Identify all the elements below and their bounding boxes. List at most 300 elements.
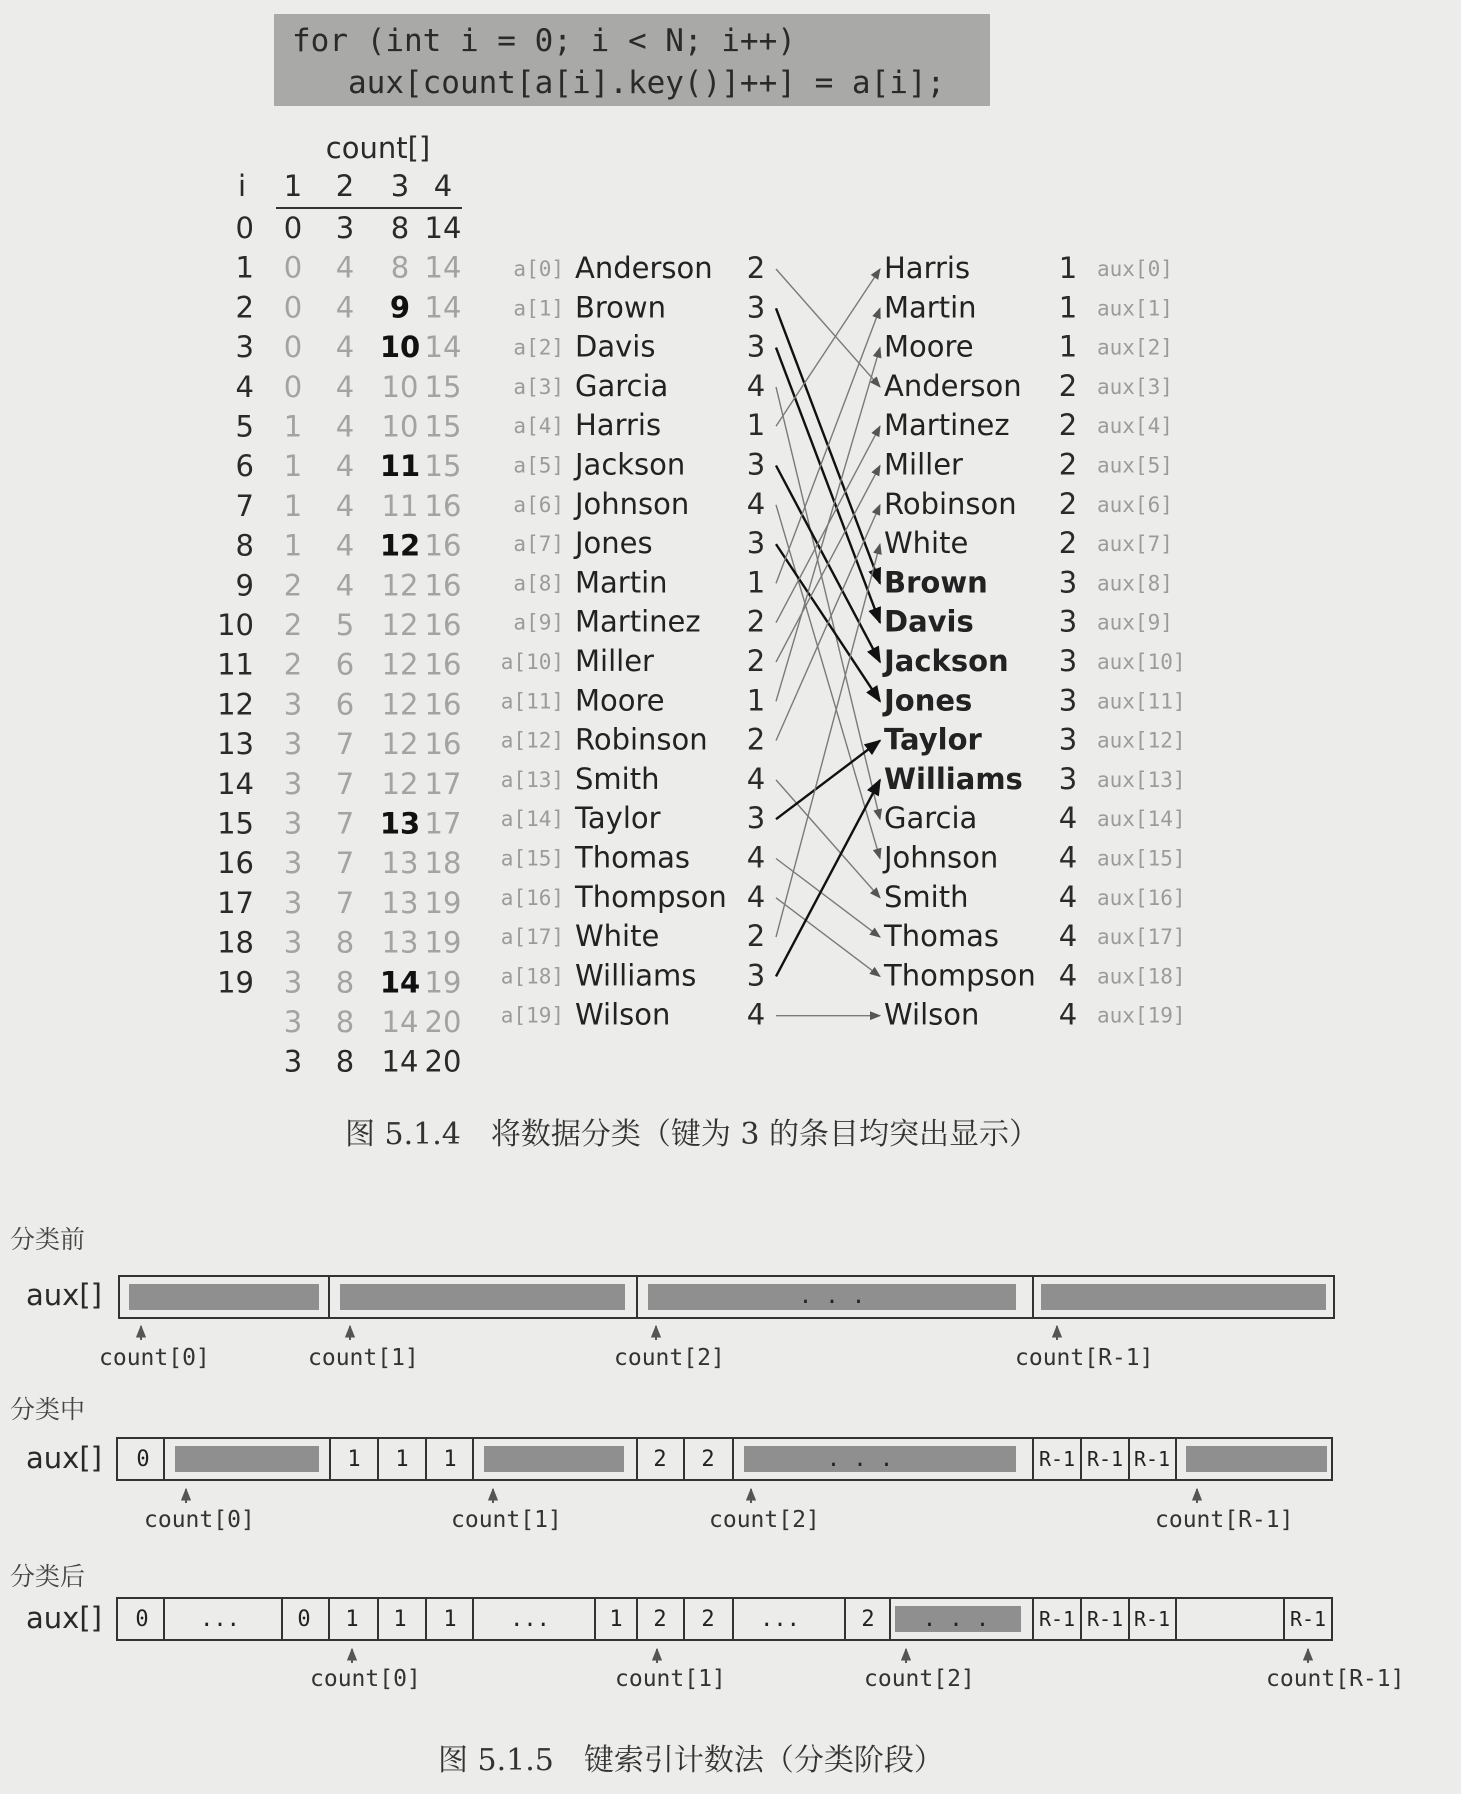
pointer-label: count[1] [615,1666,726,1692]
output-key: 3 [1058,604,1078,639]
count-cell: 1 [283,528,303,563]
output-name: Miller [884,447,963,482]
count-cell: 14 [379,965,421,1000]
output-index: aux[2] [1097,335,1173,360]
count-cell: 10 [381,369,419,404]
count-cell: 4 [335,330,355,365]
cell-value: 1 [443,1447,457,1472]
output-name: Thompson [884,958,1036,993]
count-col-header: 1 [283,169,303,203]
count-cell: 4 [335,409,355,444]
output-index: aux[10] [1097,650,1186,674]
count-cell: 20 [424,1044,462,1079]
input-index: a[4] [513,414,564,439]
count-cell: 16 [424,528,462,563]
output-key: 2 [1058,368,1078,403]
input-key: 2 [746,722,766,757]
pointer-label: count[R-1] [1266,1666,1405,1692]
input-key: 2 [746,251,766,285]
input-name: Martinez [575,604,701,639]
count-row-index: 5 [235,409,254,444]
count-cell: 16 [424,727,462,762]
count-cell: 3 [283,766,303,801]
count-cell: 4 [335,290,355,325]
input-name: Jackson [575,447,686,482]
pointer-label: count[0] [99,1345,210,1371]
count-cell: 13 [381,925,419,960]
code-line-1: for (int i = 0; i < N; i++) [292,23,796,59]
output-name: Harris [884,251,971,285]
before-gray-block [129,1284,319,1310]
count-cell: 4 [335,449,355,484]
input-key: 3 [746,290,766,325]
cell-value: 1 [345,1607,359,1632]
count-cell: 16 [424,568,462,603]
count-cell: 19 [424,925,462,960]
count-cell: 9 [389,290,411,325]
cell-value: ... [510,1607,550,1632]
cell-value: 0 [136,1447,150,1472]
before-dots: . . . [798,1284,866,1309]
output-index: aux[12] [1097,728,1186,753]
count-cell: 12 [381,687,419,722]
count-row-index: 6 [235,449,254,484]
count-cell: 14 [424,250,462,285]
cell-value: 2 [701,1447,715,1472]
figure2-caption: 图 5.1.5 键索引计数法（分类阶段） [438,1743,944,1778]
output-name: Davis [884,604,974,639]
count-cell: 0 [283,290,303,325]
count-cell: 12 [381,568,419,603]
cell-value: R-1 [1086,1607,1124,1631]
output-key: 1 [1058,251,1078,285]
count-cell: 12 [381,727,419,762]
pointer-label: count[0] [310,1666,421,1692]
count-col-header: 4 [433,169,453,203]
output-index: aux[0] [1097,257,1173,281]
pointer-label: count[2] [709,1507,820,1533]
input-key: 2 [746,919,766,954]
cell-value: . . . [922,1607,990,1632]
output-key: 2 [1058,526,1078,561]
input-index: a[16] [500,885,564,910]
output-index: aux[3] [1097,374,1173,399]
input-index: a[10] [500,650,564,674]
cell-value: R-1 [1038,1607,1076,1631]
input-name: Wilson [575,997,671,1032]
after-panel [10,1562,1404,1692]
output-name: Williams [884,761,1023,796]
cell-value: 0 [297,1607,311,1632]
count-cell: 4 [335,488,355,523]
count-cell: 14 [381,1044,419,1079]
input-key: 3 [746,526,766,561]
input-key: 4 [746,368,766,403]
count-cell: 2 [283,608,303,642]
output-key: 4 [1058,958,1078,993]
input-key: 3 [746,958,766,993]
count-cell: 14 [424,290,462,325]
input-name: Davis [575,329,656,364]
cell-value: 1 [609,1607,623,1632]
count-cell: 8 [335,965,355,1000]
output-key: 4 [1058,997,1078,1032]
count-col-header: 3 [390,169,410,203]
output-key: 1 [1058,329,1078,364]
count-cell: 3 [283,806,303,841]
input-name: Thompson [575,879,727,914]
pointer-label: count[0] [144,1507,255,1533]
input-index: a[0] [513,257,564,281]
output-key: 3 [1058,644,1078,678]
input-index: a[8] [513,571,564,596]
count-cell: 16 [424,488,462,523]
count-cell: 4 [335,528,355,563]
output-key: 4 [1058,879,1078,914]
count-cell: 3 [283,846,303,881]
count-cell: 12 [381,608,419,642]
count-cell: 11 [379,449,421,484]
input-index: a[19] [500,1003,564,1028]
count-row-index: 1 [235,250,254,285]
output-name: Garcia [884,801,978,836]
mapping-arrow [776,348,880,702]
input-index: a[17] [500,925,564,950]
cell-value: 1 [347,1447,361,1472]
input-key: 2 [746,604,766,639]
output-name: Robinson [884,486,1017,521]
output-key: 2 [1058,486,1078,521]
output-array [882,251,1186,1032]
input-name: Miller [575,644,654,678]
count-cell: 7 [335,885,355,920]
mapping-arrow [776,859,880,938]
input-name: Williams [575,958,697,993]
input-index: a[9] [513,610,564,635]
count-row-index: 18 [217,925,254,960]
count-cell: 15 [424,449,462,484]
output-key: 3 [1058,683,1078,718]
input-index: a[11] [500,689,564,714]
input-name: White [575,919,660,954]
before-pointers [99,1326,1153,1371]
output-name: Taylor [884,722,982,757]
count-cell: 0 [283,369,303,404]
count-cell: 15 [424,409,462,444]
count-cell: 5 [335,608,355,642]
code-line-2: aux[count[a[i].key()]++] = a[i]; [292,65,946,101]
count-cell: 3 [283,925,303,960]
input-key: 2 [746,644,766,678]
count-cell: 12 [379,528,421,563]
count-cell: 8 [335,1044,355,1079]
input-key: 4 [746,840,766,875]
pointer-label: count[R-1] [1155,1507,1294,1533]
count-cell: 19 [424,965,462,1000]
count-cell: 13 [381,846,419,881]
count-cell: 17 [424,766,462,801]
pointer-label: count[1] [451,1507,562,1533]
cell-value: R-1 [1289,1607,1327,1631]
output-index: aux[13] [1097,767,1186,792]
input-key: 4 [746,761,766,796]
count-cell: 15 [424,369,462,404]
count-row-index: 4 [235,369,254,404]
output-key: 4 [1058,919,1078,954]
count-col-headers [284,169,452,203]
input-index: a[1] [513,296,564,321]
input-name: Smith [575,761,660,796]
count-cell: 7 [335,846,355,881]
count-row-index: 15 [217,806,254,841]
cell-value: 1 [395,1447,409,1472]
pointer-label: count[2] [614,1345,725,1371]
output-key: 2 [1058,408,1078,443]
after-label: 分类后 [10,1562,86,1591]
count-cell: 4 [335,568,355,603]
count-cell: 4 [335,369,355,404]
input-key: 1 [746,565,766,600]
count-cell: 14 [424,330,462,365]
count-cell: 1 [283,449,303,484]
count-cell: 8 [335,925,355,960]
output-index: aux[4] [1097,414,1173,439]
output-key: 3 [1058,565,1078,600]
output-index: aux[15] [1097,846,1186,871]
cell-value: 1 [393,1607,407,1632]
before-array-label: aux[] [26,1278,102,1312]
input-name: Martin [575,565,668,600]
count-row-index: 14 [217,766,254,801]
count-cell: 10 [379,330,421,365]
count-cell: 3 [283,687,303,722]
input-key: 4 [746,997,766,1032]
count-row-index: 11 [217,647,254,682]
after-cells [135,1598,1326,1640]
input-key: 3 [746,801,766,836]
count-row-index: 3 [235,330,254,365]
input-name: Thomas [575,840,690,875]
cell-value: ... [200,1607,240,1632]
output-index: aux[16] [1097,885,1186,910]
count-cell: 16 [424,647,462,682]
output-index: aux[18] [1097,964,1186,989]
mapping-arrow [776,505,880,859]
count-cell: 12 [381,766,419,801]
output-name: Johnson [884,840,999,875]
count-row-index: 13 [217,727,254,762]
input-index: a[7] [513,532,564,557]
during-panel [10,1395,1332,1533]
count-cell: 7 [335,766,355,801]
output-key: 2 [1058,447,1078,482]
input-index: a[2] [513,335,564,360]
count-row-index: 8 [235,528,254,563]
output-key: 4 [1058,801,1078,836]
count-cell: 6 [335,647,355,682]
count-cell: 19 [424,885,462,920]
count-cell: 1 [283,409,303,444]
pointer-label: count[2] [864,1666,975,1692]
count-cell: 3 [283,1005,303,1039]
output-name: Moore [884,329,974,364]
count-row-index: 12 [217,687,254,722]
during-dots: . . . [826,1447,894,1472]
cell-value: 2 [861,1607,875,1632]
output-name: Martinez [884,408,1010,443]
before-panel [10,1225,1334,1371]
input-key: 3 [746,329,766,364]
before-gray-block [340,1284,625,1310]
output-name: Thomas [884,919,999,954]
count-cell: 14 [424,211,462,245]
input-name: Garcia [575,368,669,403]
during-gray-block [175,1446,319,1472]
count-cell: 13 [381,885,419,920]
count-cell: 3 [283,965,303,1000]
count-cell: 7 [335,727,355,762]
count-cell: 3 [283,1044,303,1079]
input-index: a[5] [513,453,564,478]
input-name: Taylor [575,801,661,836]
cell-value: 2 [701,1607,715,1632]
count-cell: 2 [283,647,303,682]
input-name: Harris [575,408,662,443]
count-cell: 1 [283,488,303,523]
cell-value: R-1 [1038,1447,1076,1471]
mapping-arrow [776,898,880,977]
count-cell: 0 [283,330,303,365]
input-index: a[3] [513,374,564,399]
output-name: Martin [884,290,977,325]
output-index: aux[6] [1097,492,1173,517]
count-cell: 8 [335,1005,355,1039]
output-index: aux[11] [1097,689,1186,714]
input-name: Brown [575,290,667,325]
count-col-header: 2 [335,169,355,203]
output-name: White [884,526,969,561]
count-cell: 0 [283,211,303,245]
cell-value: 2 [653,1607,667,1632]
count-table-title: count[] [325,131,431,165]
count-row-index: 2 [235,290,254,325]
cell-value: 0 [135,1607,149,1632]
after-pointers [310,1649,1404,1692]
cell-value: R-1 [1133,1607,1171,1631]
count-cell: 14 [381,1005,419,1039]
input-index: a[13] [500,767,564,792]
count-row-index: 16 [217,846,254,881]
count-row-index: 7 [235,488,254,523]
cell-value: R-1 [1133,1447,1171,1471]
input-name: Anderson [575,251,713,285]
input-index: a[12] [500,728,564,753]
output-name: Jones [884,683,973,718]
count-cell: 6 [335,687,355,722]
output-name: Wilson [884,997,980,1032]
during-gray-block [1186,1446,1327,1472]
count-cell: 13 [379,806,421,841]
mapping-arrow [776,348,880,623]
input-key: 1 [746,683,766,718]
count-row-index: 17 [217,885,254,920]
cell-value: 1 [443,1607,457,1632]
count-cell: 16 [424,608,462,642]
mapping-arrow [776,269,880,387]
figure1-caption: 图 5.1.4 将数据分类（键为 3 的条目均突出显示） [345,1117,1040,1152]
count-cell: 17 [424,806,462,841]
cell-value: ... [760,1607,800,1632]
output-index: aux[17] [1097,925,1186,950]
count-cell: 8 [390,211,410,245]
output-name: Jackson [884,644,1009,678]
output-index: aux[9] [1097,610,1173,635]
count-table-i-header: i [237,169,247,203]
during-gray-block [484,1446,624,1472]
count-row-index: 0 [235,211,254,245]
count-cell: 2 [283,568,303,603]
distribute-diagram [10,1225,1404,1692]
count-row-index: 19 [217,965,254,1000]
count-table [217,131,462,1079]
output-key: 4 [1058,840,1078,875]
pointer-label: count[1] [308,1345,419,1371]
input-index: a[18] [500,964,564,989]
count-cell: 20 [424,1005,462,1039]
during-pointers [144,1489,1293,1533]
input-key: 4 [746,486,766,521]
count-cell: 0 [283,250,303,285]
input-key: 1 [746,408,766,443]
count-cell: 12 [381,647,419,682]
output-key: 3 [1058,761,1078,796]
during-label: 分类中 [10,1395,86,1424]
pointer-label: count[R-1] [1015,1345,1154,1371]
output-index: aux[8] [1097,571,1173,596]
count-rows [217,211,461,1079]
input-array [501,251,765,1032]
input-name: Robinson [575,722,708,757]
output-index: aux[7] [1097,532,1173,557]
during-array-label: aux[] [26,1441,102,1475]
count-cell: 7 [335,806,355,841]
input-name: Moore [575,683,665,718]
cell-value: R-1 [1086,1447,1124,1471]
output-name: Anderson [884,368,1022,403]
output-key: 1 [1058,290,1078,325]
input-name: Johnson [575,486,690,521]
output-key: 3 [1058,722,1078,757]
output-name: Brown [884,565,988,600]
count-cell: 3 [335,211,355,245]
count-cell: 16 [424,687,462,722]
output-index: aux[5] [1097,453,1173,478]
count-cell: 3 [283,885,303,920]
count-row-index: 9 [235,568,254,603]
count-cell: 11 [381,488,419,523]
output-index: aux[1] [1097,296,1173,321]
input-index: a[6] [513,492,564,517]
count-cell: 18 [424,846,462,881]
input-key: 3 [746,447,766,482]
after-array-label: aux[] [26,1601,102,1635]
count-cell: 8 [390,250,410,285]
count-cell: 10 [381,409,419,444]
input-index: a[14] [500,807,564,832]
count-cell: 3 [283,727,303,762]
before-label: 分类前 [10,1225,86,1254]
count-row-index: 10 [217,608,254,642]
